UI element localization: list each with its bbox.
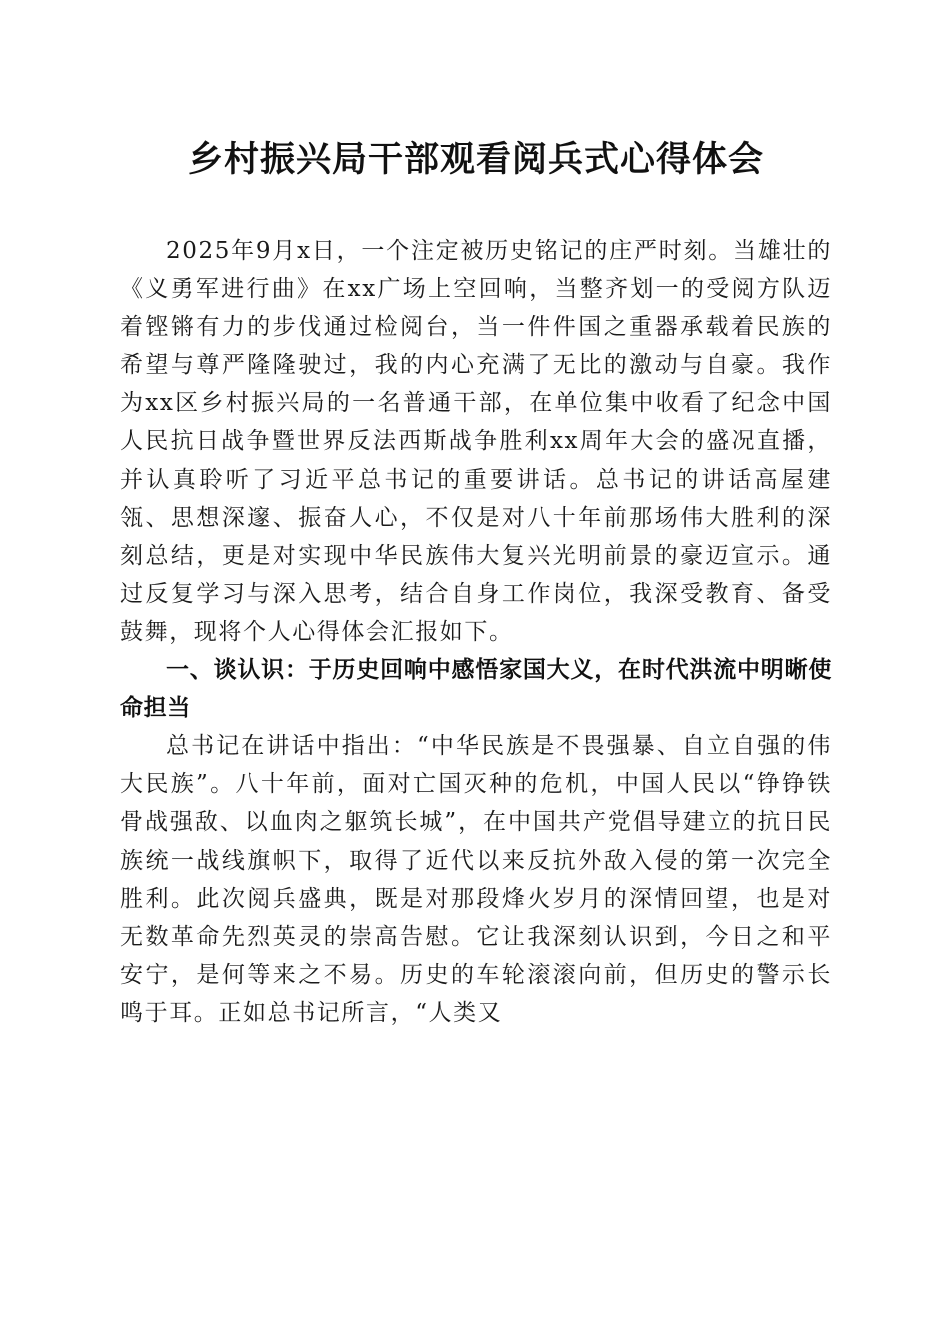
section-heading-1: 一、谈认识：于历史回响中感悟家国大义，在时代洪流中明晰使命担当 — [120, 657, 832, 722]
intro-paragraph: 2025年9月x日，一个注定被历史铭记的庄严时刻。当雄壮的《义勇军进行曲》在xx广场上空回响，当整齐划一的受阅方队迈着铿锵有力的步伐通过检阅台，当一件件国之重器承载着民族的希望与尊严隆隆驶过，我的内心充满了无比的激动与自豪。我作为xx区乡村振兴局的一名普通干部，在单位集中收看了纪念中国人民抗日战争暨世界反法西斯战争胜利xx周年大会的盛况直播，并认真聆听了习近平总书记的重要讲话。总书记的讲话高屋建瓴、思想深邃、振奋人心，不仅是对八十年前那场伟大胜利的深刻总结，更是对实现中华民族伟大复兴光明前景的豪迈宣示。通过反复学习与深入思考，结合自身工作岗位，我深受教育、备受鼓舞，现将个人心得体会汇报如下。 — [120, 238, 832, 645]
document-title: 乡村振兴局干部观看阅兵式心得体会 — [187, 139, 764, 180]
document-body — [120, 232, 832, 1032]
section-1-paragraph: 总书记在讲话中指出：“中华民族是不畏强暴、自立自强的伟大民族”。八十年前，面对亡国灭种的危机，中国人民以“铮铮铁骨战强敌、以血肉之躯筑长城”，在中国共产党倡导建立的抗日民族统一战线旗帜下，取得了近代以来反抗外敌入侵的第一次完全胜利。此次阅兵盛典，既是对那段烽火岁月的深情回望，也是对无数革命先烈英灵的崇高告慰。它让我深刻认识到，今日之和平安宁，是何等来之不易。历史的车轮滚滚向前，但历史的警示长鸣于耳。正如总书记所言，“人类又 — [120, 733, 832, 1026]
